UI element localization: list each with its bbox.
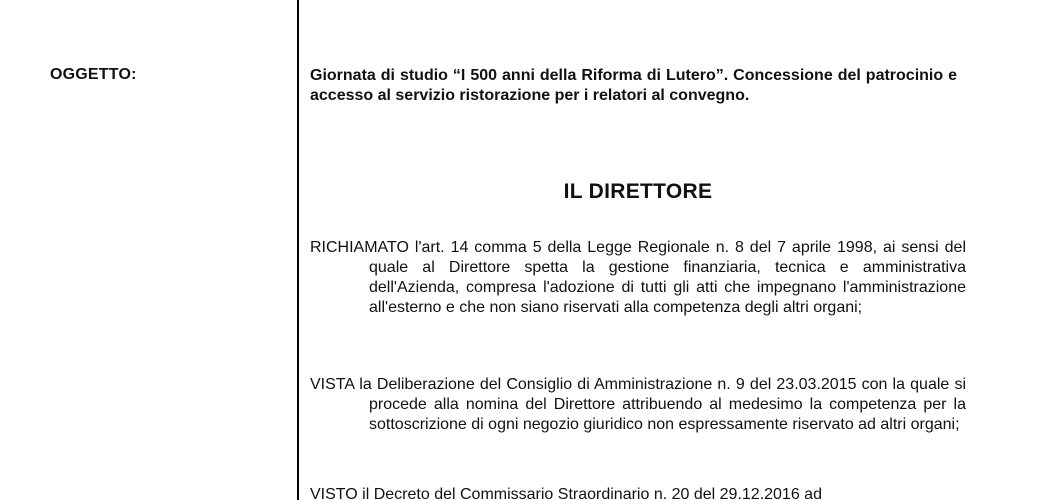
column-divider xyxy=(297,0,299,500)
paragraph-vista: VISTA la Deliberazione del Consiglio di Amministrazione n. 9 del 23.03.2015 con la quale si procede alla nomina del Direttore attribuendo al medesimo la competenza per la sottoscrizione di ogni negozio giuridico non espressamente riservato ad altri organi; xyxy=(310,376,966,433)
paragraph-visto: VISTO il Decreto del Commissario Straordinario n. 20 del 29.12.2016 ad xyxy=(310,486,822,500)
subject-text: Giornata di studio “I 500 anni della Riforma di Lutero”. Concessione del patrocinio e accesso al servizio ristorazione per i relatori al convegno. xyxy=(310,67,957,104)
section-heading: IL DIRETTORE xyxy=(563,180,713,203)
paragraph-richiamato: RICHIAMATO l'art. 14 comma 5 della Legge Regionale n. 8 del 7 aprile 1998, ai sensi del quale al Direttore spetta la gestione finanziaria, tecnica e amministrativa dell'Azienda, compresa l'adozione di tutti gli atti che impegnano l'amministrazione all'esterno e che non siano riservati alla competenza degli altri organi; xyxy=(310,239,966,316)
subject-label: OGGETTO: xyxy=(50,66,137,83)
